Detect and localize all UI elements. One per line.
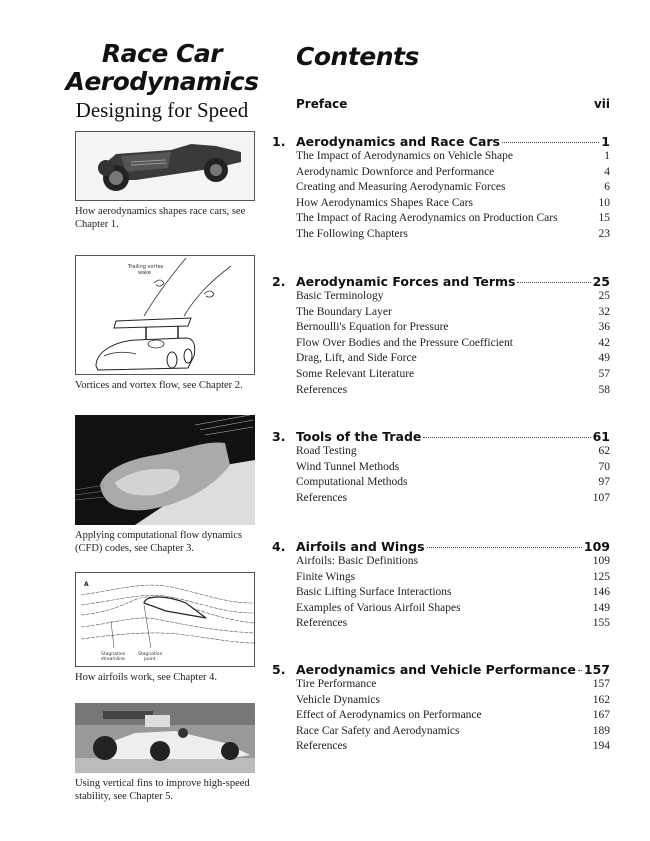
section-page: 42 <box>598 336 610 349</box>
figure-5-caption: Using vertical fins to improve high-speed stability, see Chapter 5. <box>75 778 250 802</box>
svg-text:wake: wake <box>138 270 151 276</box>
leader-dots <box>502 142 599 143</box>
figure-4-caption: How airfoils work, see Chapter 4. <box>75 672 218 683</box>
section-page: 125 <box>592 570 610 583</box>
section-title: The Impact of Racing Aerodynamics on Production Cars <box>296 212 558 225</box>
book-title-line1: Race Car <box>101 39 223 68</box>
leader-dots <box>517 282 590 283</box>
section-title: Basic Terminology <box>296 290 384 302</box>
toc-section[interactable] <box>296 165 610 181</box>
svg-text:Trailing vortex: Trailing vortex <box>128 264 164 270</box>
toc-section[interactable] <box>296 554 610 570</box>
section-title: Bernoulli's Equation for Pressure <box>296 321 449 334</box>
section-page: 1 <box>604 150 610 162</box>
chapter-title: Aerodynamics and Vehicle Performance <box>296 662 576 677</box>
section-page: 162 <box>592 693 610 706</box>
vintage-race-car-image <box>75 131 255 201</box>
toc-section[interactable] <box>296 739 610 755</box>
toc-section[interactable] <box>296 196 610 212</box>
chapter-page: 109 <box>583 539 610 554</box>
chapter-title: Aerodynamic Forces and Terms <box>296 274 516 289</box>
section-title: Airfoils: Basic Definitions <box>296 555 419 567</box>
section-page: 189 <box>592 724 610 737</box>
toc-section[interactable] <box>296 289 610 305</box>
chapter-number: 1. <box>272 134 286 149</box>
chapter-heading[interactable] <box>272 274 610 289</box>
toc-section[interactable] <box>296 211 610 227</box>
section-title: Computational Methods <box>296 476 408 489</box>
section-page: 36 <box>598 321 610 334</box>
toc-section[interactable] <box>296 351 610 367</box>
leader-dots <box>427 547 582 548</box>
section-page: 25 <box>598 290 610 302</box>
section-title: Flow Over Bodies and the Pressure Coefficient <box>296 336 513 349</box>
section-page: 32 <box>598 305 610 318</box>
section-page: 194 <box>592 740 610 753</box>
toc-section[interactable] <box>296 149 610 165</box>
svg-text:point: point <box>144 657 156 662</box>
section-page: 157 <box>592 678 610 690</box>
chapter-number: 2. <box>272 274 286 289</box>
toc-section[interactable] <box>296 601 610 617</box>
section-title: The Impact of Aerodynamics on Vehicle Shape <box>296 150 513 162</box>
toc-section[interactable] <box>296 708 610 724</box>
figure-1 <box>75 131 255 231</box>
leader-dots <box>578 670 582 671</box>
section-page: 23 <box>598 227 610 240</box>
section-page: 4 <box>604 165 610 178</box>
figure-5 <box>75 703 255 803</box>
section-title: References <box>296 491 348 504</box>
svg-text:streamline: streamline <box>101 657 125 662</box>
section-page: 149 <box>592 601 610 614</box>
chapter-page: 25 <box>592 274 610 289</box>
book-title-block <box>62 40 262 122</box>
section-page: 6 <box>604 181 610 194</box>
chapter-heading[interactable] <box>272 429 610 444</box>
section-page: 107 <box>592 491 610 504</box>
section-page: 155 <box>592 617 610 630</box>
toc-section[interactable] <box>296 180 610 196</box>
chapter-heading[interactable] <box>272 662 610 677</box>
section-title: References <box>296 740 348 753</box>
section-title: Vehicle Dynamics <box>296 693 380 706</box>
section-title: How Aerodynamics Shapes Race Cars <box>296 196 473 209</box>
toc-section[interactable] <box>296 320 610 336</box>
svg-text:Stagnation: Stagnation <box>138 652 163 657</box>
svg-text:Stagnation: Stagnation <box>101 652 126 657</box>
toc-section[interactable] <box>296 460 610 476</box>
book-title-line2: Aerodynamics <box>65 67 259 96</box>
section-title: Creating and Measuring Aerodynamic Forces <box>296 181 506 194</box>
toc-section[interactable] <box>296 585 610 601</box>
section-title: Basic Lifting Surface Interactions <box>296 586 452 599</box>
toc-section[interactable] <box>296 444 610 460</box>
figure-1-caption: How aerodynamics shapes race cars, see Chapter 1. <box>75 206 246 230</box>
toc-section[interactable] <box>296 616 610 632</box>
figure-2 <box>75 255 255 392</box>
section-page: 146 <box>592 586 610 599</box>
toc-section[interactable] <box>296 367 610 383</box>
toc-section[interactable] <box>296 693 610 709</box>
chapter-heading[interactable] <box>272 539 610 554</box>
figure-3-caption: Applying computational flow dynamics (CFD) codes, see Chapter 3. <box>75 530 243 554</box>
section-title: References <box>296 383 348 396</box>
section-page: 10 <box>598 196 610 209</box>
airfoil-streamline-diagram <box>75 572 255 667</box>
chapter-title: Aerodynamics and Race Cars <box>296 134 500 149</box>
section-title: Drag, Lift, and Side Force <box>296 352 417 365</box>
toc-chapter-1 <box>272 134 610 243</box>
section-title: Aerodynamic Downforce and Performance <box>296 165 495 178</box>
chapter-number: 4. <box>272 539 286 554</box>
section-title: Road Testing <box>296 445 357 457</box>
toc-section[interactable] <box>296 677 610 693</box>
preface-label: Preface <box>296 97 348 111</box>
toc-section[interactable] <box>296 383 610 399</box>
leader-dots <box>423 437 590 438</box>
section-page: 58 <box>598 383 610 396</box>
section-page: 109 <box>592 555 610 567</box>
chapter-title: Tools of the Trade <box>296 429 422 444</box>
indy-car-image <box>75 703 255 773</box>
cfd-render-image <box>75 415 255 525</box>
chapter-number: 3. <box>272 429 286 444</box>
figure-4 <box>75 572 255 684</box>
contents-title: Contents <box>296 42 419 71</box>
section-title: Wind Tunnel Methods <box>296 460 400 473</box>
toc-preface[interactable] <box>296 97 610 111</box>
toc-section[interactable] <box>296 491 610 507</box>
chapter-page: 61 <box>592 429 610 444</box>
section-title: Tire Performance <box>296 678 377 690</box>
toc-chapter-3 <box>272 429 610 506</box>
figure-2-caption: Vortices and vortex flow, see Chapter 2. <box>75 380 243 391</box>
section-title: Finite Wings <box>296 570 356 583</box>
chapter-title: Airfoils and Wings <box>296 539 425 554</box>
toc-section[interactable] <box>296 475 610 491</box>
section-title: Some Relevant Literature <box>296 367 415 380</box>
book-subtitle: Designing for Speed <box>75 98 249 122</box>
section-title: Examples of Various Airfoil Shapes <box>296 601 461 614</box>
section-page: 49 <box>598 352 610 365</box>
toc-section[interactable] <box>296 227 610 243</box>
section-title: Race Car Safety and Aerodynamics <box>296 724 460 737</box>
section-page: 70 <box>598 460 610 473</box>
vortex-flow-sketch <box>75 255 255 375</box>
chapter-heading[interactable] <box>272 134 610 149</box>
toc-section[interactable] <box>296 336 610 352</box>
figure-3 <box>75 415 255 555</box>
section-page: 167 <box>592 709 610 722</box>
section-page: 57 <box>598 367 610 380</box>
chapter-page: 157 <box>583 662 610 677</box>
toc-chapter-2 <box>272 274 610 398</box>
toc-chapter-4 <box>272 539 610 632</box>
chapter-page: 1 <box>601 134 610 149</box>
preface-page: vii <box>593 97 610 111</box>
toc-section[interactable] <box>296 570 610 586</box>
section-title: References <box>296 617 348 630</box>
section-title: Effect of Aerodynamics on Performance <box>296 709 482 722</box>
toc-section[interactable] <box>296 305 610 321</box>
toc-chapter-5 <box>272 662 610 755</box>
section-page: 15 <box>598 212 610 225</box>
section-title: The Boundary Layer <box>296 305 392 318</box>
section-page: 62 <box>598 445 610 457</box>
chapter-number: 5. <box>272 662 286 677</box>
section-page: 97 <box>598 476 610 489</box>
svg-text:A: A <box>84 581 89 588</box>
toc-section[interactable] <box>296 724 610 740</box>
section-title: The Following Chapters <box>296 227 408 240</box>
